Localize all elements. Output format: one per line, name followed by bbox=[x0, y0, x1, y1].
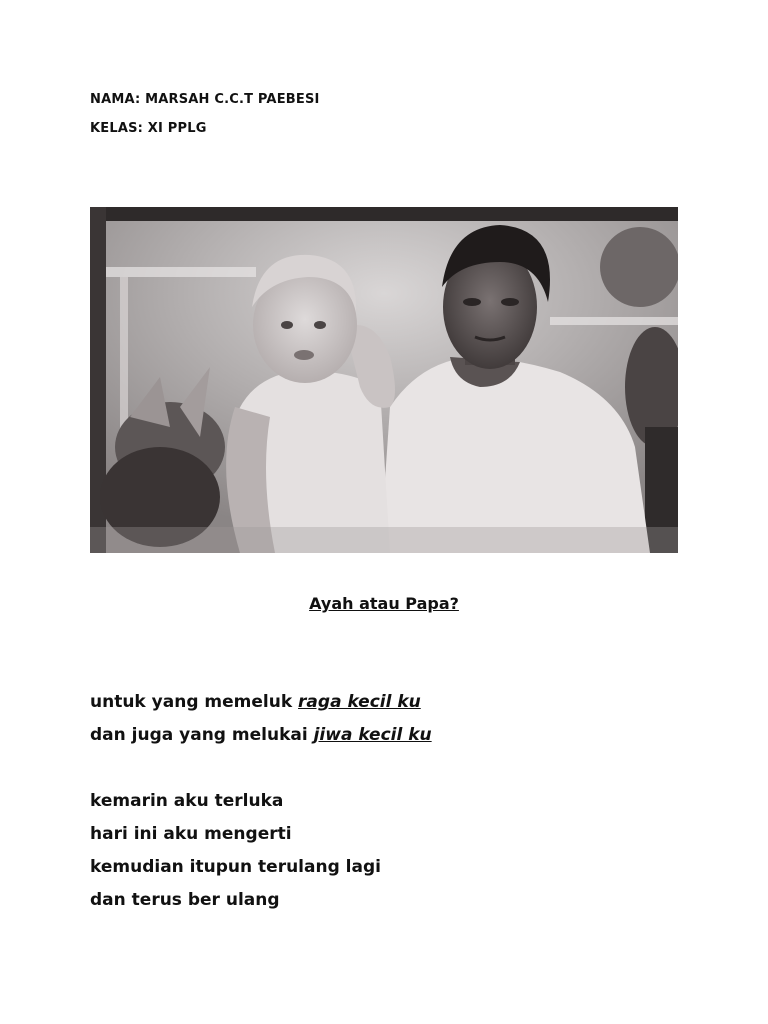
poem-line-5: kemudian itupun terulang lagi bbox=[90, 857, 381, 877]
poem-line-6: dan terus ber ulang bbox=[90, 890, 280, 910]
photo-man-holding-child bbox=[90, 207, 678, 553]
poem-line-3: kemarin aku terluka bbox=[90, 791, 284, 811]
poem-line-1-emphasis: raga kecil ku bbox=[298, 692, 421, 712]
poem-line-1-plain: untuk yang memeluk bbox=[90, 692, 299, 712]
poem-title: Ayah atau Papa? bbox=[309, 594, 459, 613]
poem-line-4: hari ini aku mengerti bbox=[90, 824, 292, 844]
poem-line-2-emphasis: jiwa kecil ku bbox=[313, 725, 432, 745]
student-name: NAMA: MARSAH C.C.T PAEBESI bbox=[90, 92, 320, 107]
student-class: KELAS: XI PPLG bbox=[90, 121, 207, 136]
poem-line-2 bbox=[90, 725, 432, 745]
poem-line-2-plain: dan juga yang melukai bbox=[90, 725, 314, 745]
poem-line-1 bbox=[90, 692, 421, 712]
